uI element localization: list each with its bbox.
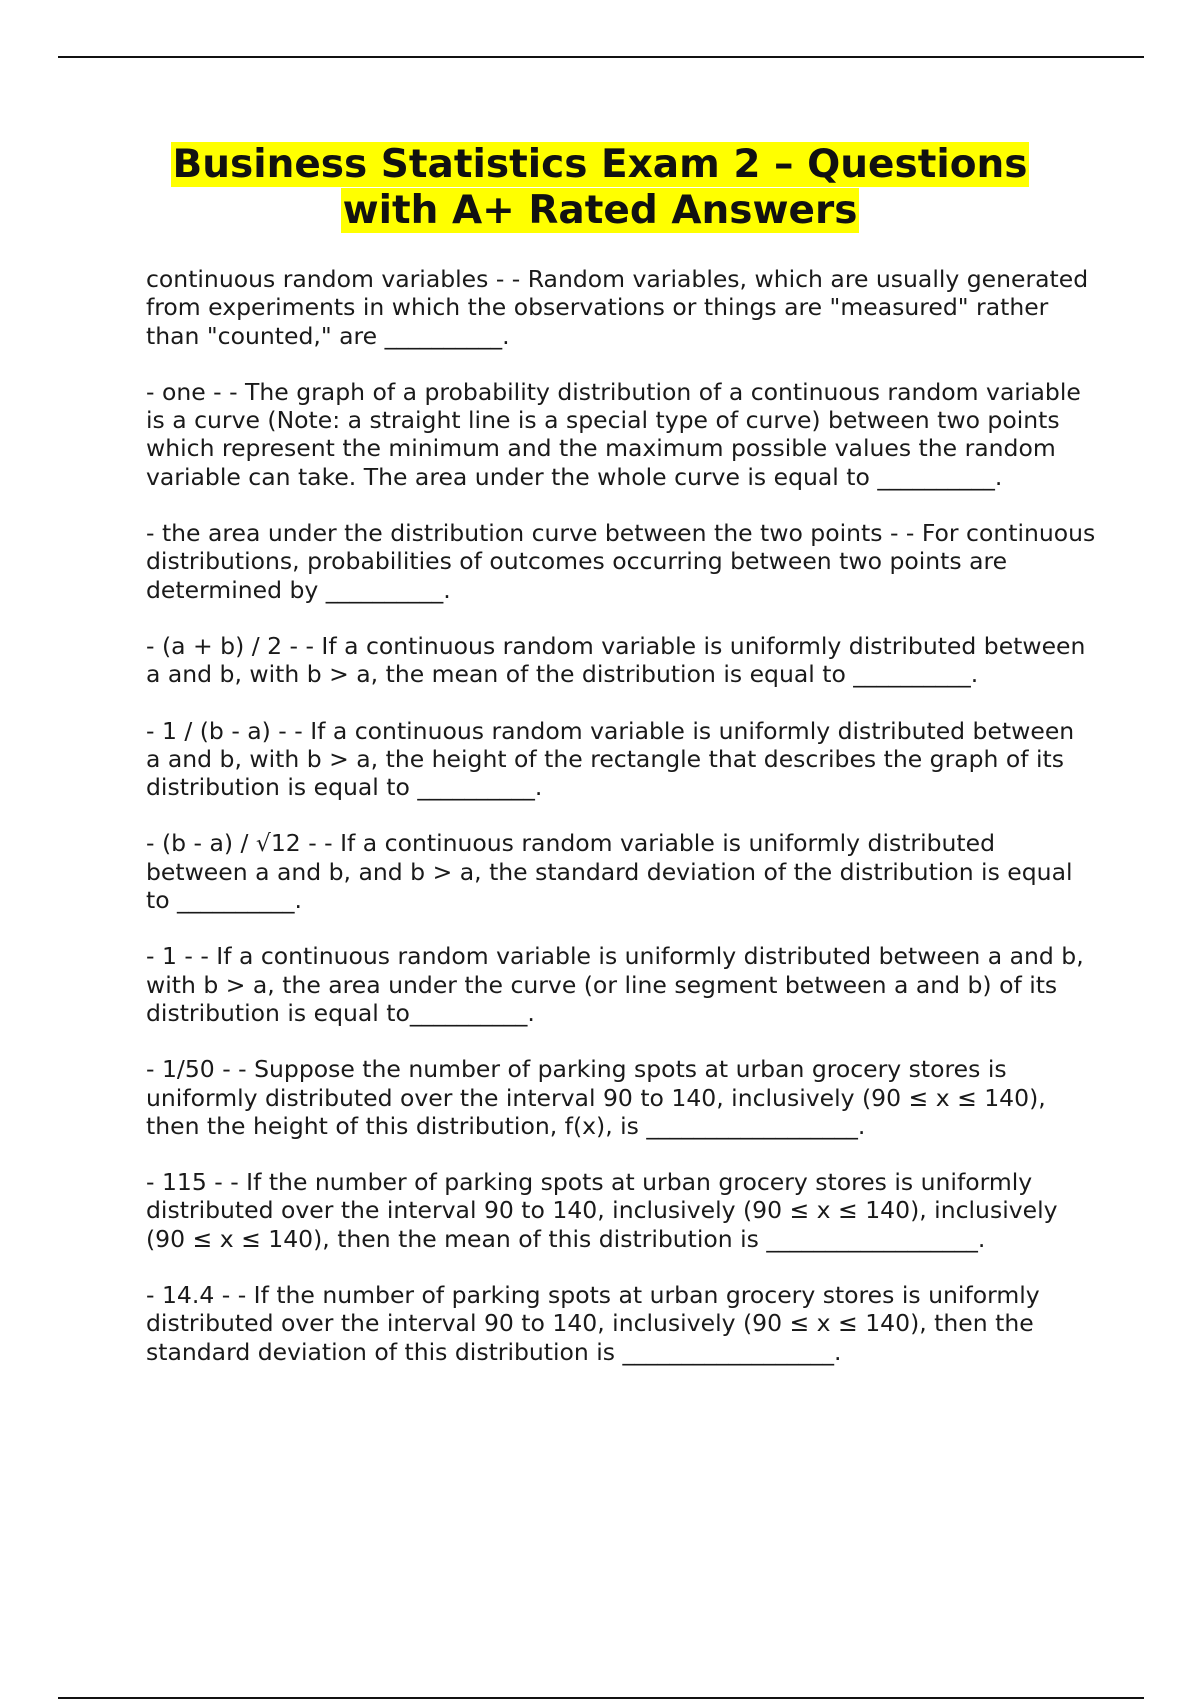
top-rule bbox=[58, 56, 1144, 58]
qa-item-4: - (a + b) / 2 - - If a continuous random variable is uniformly distributed between a and b, with b > a, the mean of the distribution is equal to __________. bbox=[146, 631, 1086, 689]
title-line-2: with A+ Rated Answers bbox=[342, 188, 858, 233]
document-title bbox=[100, 142, 1100, 234]
qa-item-1: continuous random variables - - Random variables, which are usually generated from experiments in which the observations or things are "measured" rather than "counted," are __________. bbox=[146, 265, 1089, 350]
qa-item-10: - 14.4 - - If the number of parking spots at urban grocery stores is uniformly distributed over the interval 90 to 140, inclusively (90 ≤ x ≤ 140), then the standard deviation of this distribution is __________________. bbox=[146, 1281, 1040, 1366]
title-line-1: Business Statistics Exam 2 – Questions bbox=[172, 142, 1028, 187]
qa-item-2: - one - - The graph of a probability distribution of a continuous random variable is a curve (Note: a straight line is a special type of curve) between two points which represent the minimum and the maximum possible values the random variable can take. The area under the whole curve is equal to __________. bbox=[146, 377, 1081, 491]
qa-item-6: - (b - a) / √12 - - If a continuous random variable is uniformly distributed between a and b, and b > a, the standard deviation of the distribution is equal to __________. bbox=[146, 829, 1073, 915]
qa-item-5: - 1 / (b - a) - - If a continuous random variable is uniformly distributed between a and b, with b > a, the height of the rectangle that describes the graph of its distribution is equal to __________. bbox=[146, 716, 1075, 802]
qa-item-3: - the area under the distribution curve between the two points - - For continuous distributions, probabilities of outcomes occurring between two points are determined by __________. bbox=[146, 519, 1096, 604]
bottom-rule bbox=[58, 1697, 1144, 1699]
qa-item-8: - 1/50 - - Suppose the number of parking spots at urban grocery stores is uniformly distributed over the interval 90 to 140, inclusively (90 ≤ x ≤ 140), then the height of this distribution, f(x), is __________________. bbox=[146, 1055, 1046, 1140]
qa-list bbox=[146, 265, 1096, 1394]
qa-item-7: - 1 - - If a continuous random variable is uniformly distributed between a and b, with b > a, the area under the curve (or line segment between a and b) of its distribution is equal to__________. bbox=[146, 942, 1084, 1027]
qa-item-9: - 115 - - If the number of parking spots at urban grocery stores is uniformly distributed over the interval 90 to 140, inclusively (90 ≤ x ≤ 140), inclusively (90 ≤ x ≤ 140), then the mean of this distribution is __________________. bbox=[146, 1168, 1058, 1253]
